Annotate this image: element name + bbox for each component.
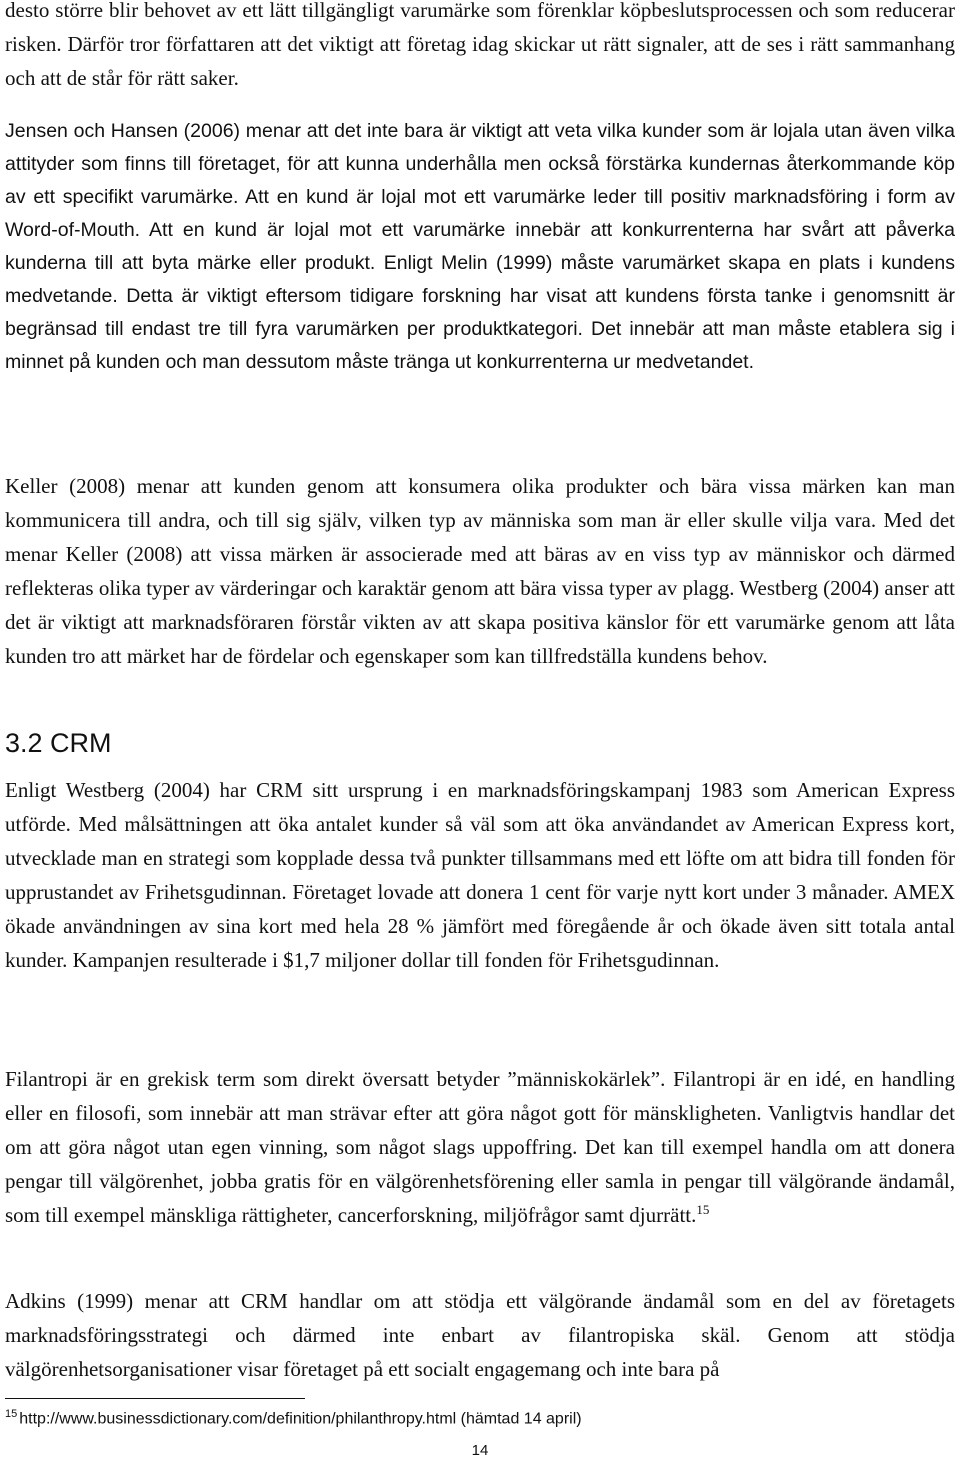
paragraph-intro-continuation: desto större blir behovet av ett lätt tillgängligt varumärke som förenklar köpbeslutsprocessen och som reducerar risken. Därför tror författaren att det viktigt att företag idag skickar ut rätt signaler, att de ses i rätt sammanhang och att de står för rätt saker.: [5, 0, 955, 90]
section-heading-crm: 3.2 CRM: [5, 728, 112, 758]
paragraph-keller: Keller (2008) menar att kunden genom att konsumera olika produkter och bära vissa märken kan man kommunicera till andra, och till sig själv, vilken typ av människa som man är eller skulle vilja vara. Med det menar Keller (2008) att vissa märken är associerade med att bäras av en viss typ av människor och därmed reflekteras olika typer av värderingar och karaktär genom att bära vissa typer av plagg. Westberg (2004) anser att det är viktigt att marknadsföraren förstår vikten av att skapa positiva känslor för ett varumärke genom att låta kunden tro att märket har de fördelar och egenskaper som kan tillfredställa kundens behov.: [5, 474, 955, 668]
footnote-number: 15: [5, 1408, 18, 1420]
footnote: [5, 1408, 582, 1428]
paragraph-filantropi-text: Filantropi är en grekisk term som direkt översatt betyder ”människokärlek”. Filantropi är en idé, en handling eller en filosofi, som innebär att man strävar efter att göra något gott för mänskligheten. Vanligtvis handlar det om att göra något utan egen vinning, som något slags uppoffring. Det kan till exempel handla om att donera pengar till välgörenhet, jobba gratis för en välgörenhetsförening eller samla in pengar till välgörande ändamål, som till exempel mänskliga rättigheter, cancerforskning, miljöfrågor samt djurrätt.: [5, 1067, 955, 1227]
paragraph-crm-origin: Enligt Westberg (2004) har CRM sitt ursprung i en marknadsföringskampanj 1983 som American Express utförde. Med målsättningen att öka antalet kunder så väl som att öka användandet av American Express kort, utvecklade man en strategi som kopplade dessa två punkter tillsammans med ett löfte om att bidra till fonden för upprustandet av Frihetsgudinnan. Företaget lovade att donera 1 cent för varje nytt kort under 3 månader. AMEX ökade användningen av sina kort med hela 28 % jämfört med föregående år och ökade även sitt totala antal kunder. Kampanjen resulterade i $1,7 miljoner dollar till fonden för Frihetsgudinnan.: [5, 778, 955, 972]
page-number: 14: [471, 1442, 489, 1459]
paragraph-adkins: Adkins (1999) menar att CRM handlar om att stödja ett välgörande ändamål som en del av företagets marknadsföringsstrategi och därmed inte enbart av filantropiska skäl. Genom att stödja välgörenhetsorganisationer visar företaget på ett socialt engagemang och inte bara på: [5, 1289, 955, 1381]
paragraph-filantropi: [5, 1062, 955, 1232]
footnote-link[interactable]: http://www.businessdictionary.com/definition/philanthropy.html (hämtad 14 april): [19, 1410, 582, 1428]
footnote-reference: 15: [696, 1202, 710, 1217]
paragraph-jensen-hansen: Jensen och Hansen (2006) menar att det inte bara är viktigt att veta vilka kunder som är lojala utan även vilka attityder som finns till företaget, för att kunna underhålla men också förstärka kundernas återkommande köp av ett specifikt varumärke. Att en kund är lojal mot ett varumärke leder till positiv marknadsföring i form av Word-of-Mouth. Att en kund är lojal mot ett varumärke innebär att konkurrenterna har svårt att påverka kunderna till att byta märke eller produkt. Enligt Melin (1999) måste varumärket skapa en plats i kundens medvetande. Detta är viktigt eftersom tidigare forskning har visat att kundens första tanke i genomsnitt är begränsad till endast tre till fyra varumärken per produktkategori. Det innebär att man måste etablera sig i minnet på kunden och man dessutom måste tränga ut konkurrenterna ur medvetandet.: [5, 120, 955, 373]
footnote-separator: [5, 1398, 305, 1399]
